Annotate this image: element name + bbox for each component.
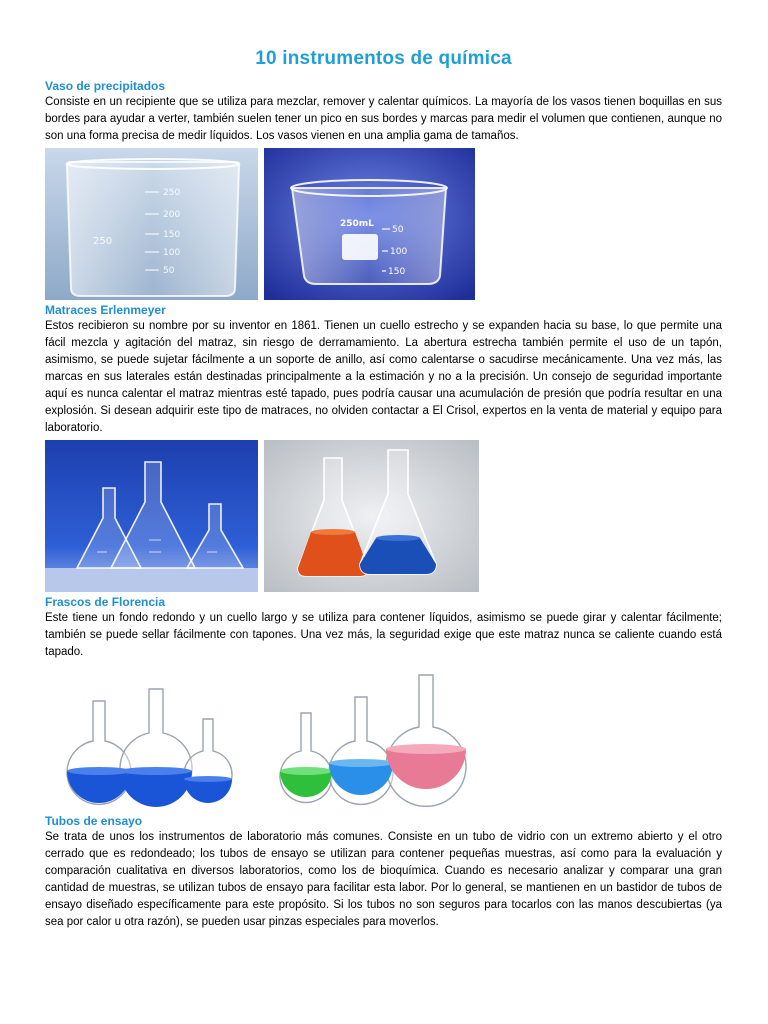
- graduation-mark: 250: [163, 188, 181, 198]
- section-body: Estos recibieron su nombre por su inventor en 1861. Tienen un cuello estrecho y se expanden hacia su base, lo que permite una fácil mezcla y agitación del matraz, sin riesgo de derramamiento. La abertura estrecha también permite el uso de un tapón, asimismo, se puede sujetar fácilmente a un soporte de anillo, así como calentarse o sacudirse mecánicamente. Una vez más, las marcas en sus laterales están destinadas principalmente a la estimación y no a la precisión. Un consejo de seguridad importante aquí es nunca calentar el matraz mientras esté tapado, pues podría causar una acumulación de presión que podría resultar en una explosión. Si desean adquirir este tipo de matraces, no olviden contactar a El Crisol, expertos en la venta de material y equipo para laboratorio.: [45, 320, 722, 434]
- section-heading: Frascos de Florencia: [45, 595, 166, 609]
- colored-florence-flasks-photo-icon: [275, 671, 505, 807]
- section-heading: Tubos de ensayo: [45, 814, 143, 828]
- section-body: Consiste en un recipiente que se utiliza para mezclar, remover y calentar químicos. La mayoría de los vasos tienen boquillas en sus bordes para ayudar a verter, también suelen tener un pico en sus bordes y marcas para medir el volumen que contienen, aunque no son una forma precisa de medir líquidos. Los vasos vienen en una amplia gama de tamaños.: [45, 96, 722, 142]
- image-row: [45, 440, 722, 592]
- colored-erlenmeyer-flasks-photo-icon: [264, 440, 479, 592]
- graduation-mark: 150: [388, 267, 406, 277]
- document-page: [45, 48, 722, 931]
- pyrex-beaker-photo-icon: [264, 148, 475, 300]
- section-tubos-de-ensayo: [45, 813, 722, 931]
- graduation-mark: 100: [390, 247, 408, 257]
- image-row: [45, 148, 722, 300]
- image-row: [45, 671, 722, 807]
- document-title: 10 instrumentos de química: [255, 48, 512, 69]
- section-body: Este tiene un fondo redondo y un cuello largo y se utiliza para contener líquidos, asimismo se puede girar y calentar fácilmente; también se puede sellar fácilmente con tapones. Una vez más, la seguridad exige que este matraz nunca se caliente cuando está tapado.: [45, 612, 722, 658]
- section-heading: Vaso de precipitados: [45, 79, 166, 93]
- section-frascos-de-florencia: [45, 594, 722, 807]
- beaker-photo-icon: [45, 148, 258, 300]
- graduation-mark: 50: [392, 225, 404, 235]
- graduation-mark: 200: [163, 210, 181, 220]
- graduation-mark: 50: [163, 266, 175, 276]
- section-matraces-erlenmeyer: [45, 302, 722, 592]
- beaker-label: 250mL: [340, 219, 374, 229]
- beaker-label: 250: [93, 236, 113, 247]
- graduation-mark: 100: [163, 248, 181, 258]
- section-heading: Matraces Erlenmeyer: [45, 303, 166, 317]
- blue-florence-flasks-photo-icon: [45, 671, 245, 807]
- graduation-mark: 150: [163, 230, 181, 240]
- section-body: Se trata de unos los instrumentos de laboratorio más comunes. Consiste en un tubo de vidrio con un extremo abierto y el otro cerrado que es redondeado; los tubos de ensayo se utilizan para contener pequeñas muestras, así como para la evaluación y comparación cualitativa en diversos laboratorios, como los de bioquímica. Cuando es necesario analizar y comparar una gran cantidad de muestras, se utilizan tubos de ensayo para facilitar esta labor. Por lo general, se mantienen en un bastidor de tubos de ensayo diseñado específicamente para este propósito. Si los tubos no son seguros para tocarlos con las manos descubiertas (ya sea por calor u otra razón), se pueden usar pinzas especiales para moverlos.: [45, 831, 722, 928]
- section-vaso-de-precipitados: [45, 78, 722, 300]
- erlenmeyer-flasks-photo-icon: [45, 440, 258, 592]
